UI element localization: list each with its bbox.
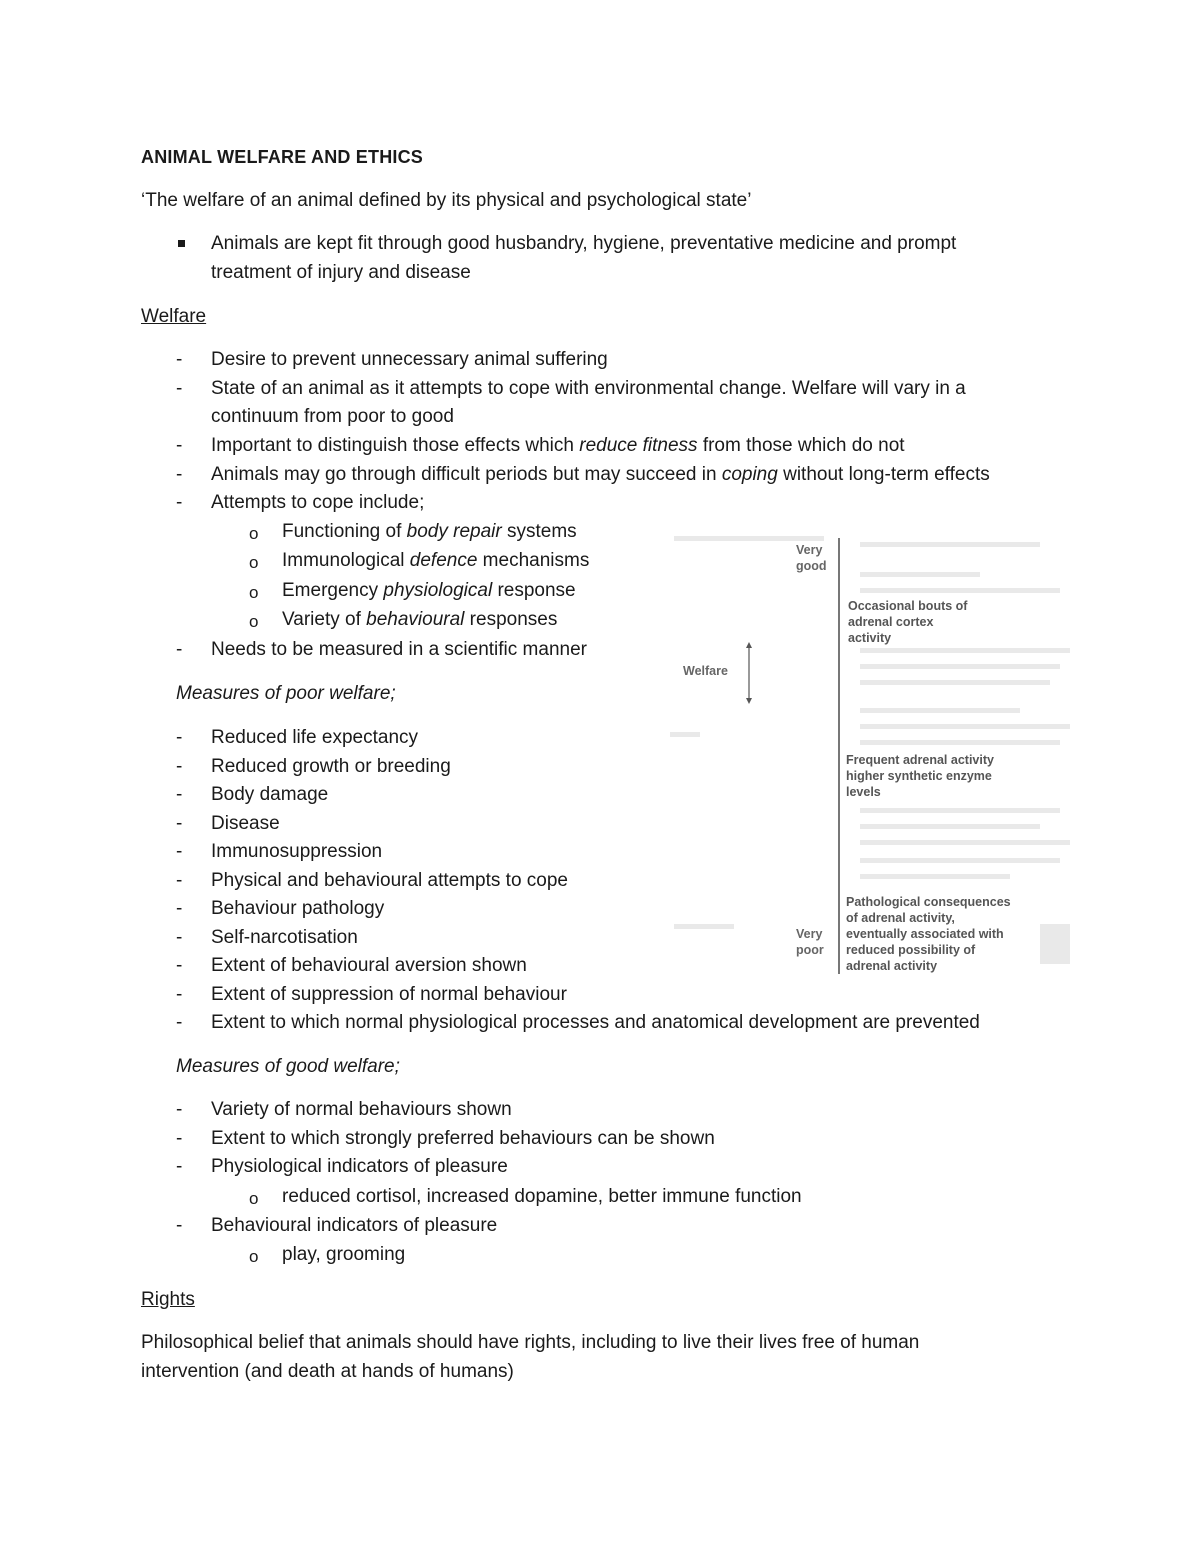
dash-bullet: - [176, 784, 183, 805]
box3-line4: reduced possibility of [846, 943, 976, 957]
dash-bullet: - [176, 1012, 183, 1033]
cope-sub-emergency: Emergency physiological response [282, 580, 576, 601]
poor-welfare-heading: Measures of poor welfare; [176, 683, 396, 704]
circle-bullet: o [249, 612, 259, 631]
very-good-label-2: good [796, 559, 827, 573]
poor-welfare-item: Disease [211, 813, 280, 834]
dash-bullet: - [176, 378, 183, 399]
good-item-behavioural: Behavioural indicators of pleasure [211, 1215, 498, 1236]
dash-bullet: - [176, 435, 183, 456]
intro-bullet-line1: Animals are kept fit through good husbandry, hygiene, preventative medicine and prompt [211, 233, 957, 254]
box3-line5: adrenal activity [846, 959, 938, 973]
poor-welfare-item: Physical and behavioural attempts to cope [211, 870, 568, 891]
dash-bullet: - [176, 841, 183, 862]
poor-welfare-item: Self-narcotisation [211, 927, 358, 948]
poor-welfare-item: Extent of behavioural aversion shown [211, 955, 527, 976]
welfare-item-distinguish: Important to distinguish those effects which reduce fitness from those which do not [211, 435, 905, 456]
box3-line1: Pathological consequences [846, 895, 1011, 909]
rights-text-line2: intervention (and death at hands of humans) [141, 1361, 514, 1382]
cope-sub-immuno: Immunological defence mechanisms [282, 550, 590, 571]
welfare-item-prevent: Desire to prevent unnecessary animal suffering [211, 349, 608, 370]
very-poor-label-2: poor [796, 943, 824, 957]
box1-line1: Occasional bouts of [848, 599, 968, 613]
dash-bullet: - [176, 1128, 183, 1149]
welfare-axis-label: Welfare [683, 664, 728, 678]
welfare-item-difficult: Animals may go through difficult periods but may succeed in coping without long-term effects [211, 464, 990, 485]
box1-line2: adrenal cortex [848, 615, 934, 629]
very-good-label-1: Very [796, 543, 823, 557]
circle-bullet: o [249, 1247, 259, 1266]
good-item-variety: Variety of normal behaviours shown [211, 1099, 512, 1120]
dash-bullet: - [176, 1099, 183, 1120]
dash-bullet: - [176, 349, 183, 370]
box2-line2: higher synthetic enzyme [846, 769, 992, 783]
dash-bullet: - [176, 955, 183, 976]
good-item-physiological: Physiological indicators of pleasure [211, 1156, 508, 1177]
dash-bullet: - [176, 870, 183, 891]
welfare-item-state-line1: State of an animal as it attempts to cope with environmental change. Welfare will vary in a [211, 378, 966, 399]
welfare-item-state-line2: continuum from poor to good [211, 406, 454, 427]
good-sub-physiological: reduced cortisol, increased dopamine, better immune function [282, 1186, 802, 1207]
intro-bullet-line2: treatment of injury and disease [211, 262, 471, 283]
dash-bullet: - [176, 639, 183, 660]
box3-line3: eventually associated with [846, 927, 1004, 941]
box2-line1: Frequent adrenal activity [846, 753, 994, 767]
poor-welfare-item: Immunosuppression [211, 841, 383, 862]
rights-heading: Rights [141, 1289, 195, 1310]
poor-welfare-item: Reduced growth or breeding [211, 756, 451, 777]
welfare-item-measured: Needs to be measured in a scientific manner [211, 639, 587, 660]
cope-sub-variety: Variety of behavioural responses [282, 609, 558, 630]
circle-bullet: o [249, 583, 259, 602]
welfare-scale-diagram [670, 528, 1080, 978]
dash-bullet: - [176, 1156, 183, 1177]
square-bullet-icon [178, 240, 185, 247]
poor-welfare-item: Body damage [211, 784, 329, 805]
rights-text-line1: Philosophical belief that animals should have rights, including to live their lives free of human [141, 1332, 920, 1353]
circle-bullet: o [249, 524, 259, 543]
box1-line3: activity [848, 631, 892, 645]
definition-quote: ‘The welfare of an animal defined by its physical and psychological state’ [141, 190, 752, 211]
good-welfare-heading: Measures of good welfare; [176, 1056, 400, 1077]
box3-line2: of adrenal activity, [846, 911, 955, 925]
box2-line3: levels [846, 785, 881, 799]
poor-welfare-item: Reduced life expectancy [211, 727, 419, 748]
scale-line [838, 538, 840, 974]
circle-bullet: o [249, 1189, 259, 1208]
poor-welfare-item: Extent to which normal physiological processes and anatomical development are prevented [211, 1012, 980, 1033]
dash-bullet: - [176, 492, 183, 513]
poor-welfare-item: Extent of suppression of normal behaviour [211, 984, 567, 1005]
document-title: ANIMAL WELFARE AND ETHICS [141, 147, 423, 167]
double-arrow-icon [744, 642, 754, 704]
very-poor-label-1: Very [796, 927, 823, 941]
good-sub-behavioural: play, grooming [282, 1244, 406, 1265]
dash-bullet: - [176, 813, 183, 834]
dash-bullet: - [176, 727, 183, 748]
circle-bullet: o [249, 553, 259, 572]
dash-bullet: - [176, 898, 183, 919]
dash-bullet: - [176, 756, 183, 777]
cope-sub-repair: Functioning of body repair systems [282, 521, 577, 542]
dash-bullet: - [176, 464, 183, 485]
welfare-item-attempts: Attempts to cope include; [211, 492, 425, 513]
welfare-heading: Welfare [141, 306, 207, 327]
dash-bullet: - [176, 927, 183, 948]
good-item-preferred: Extent to which strongly preferred behaviours can be shown [211, 1128, 715, 1149]
poor-welfare-item: Behaviour pathology [211, 898, 385, 919]
dash-bullet: - [176, 1215, 183, 1236]
dash-bullet: - [176, 984, 183, 1005]
